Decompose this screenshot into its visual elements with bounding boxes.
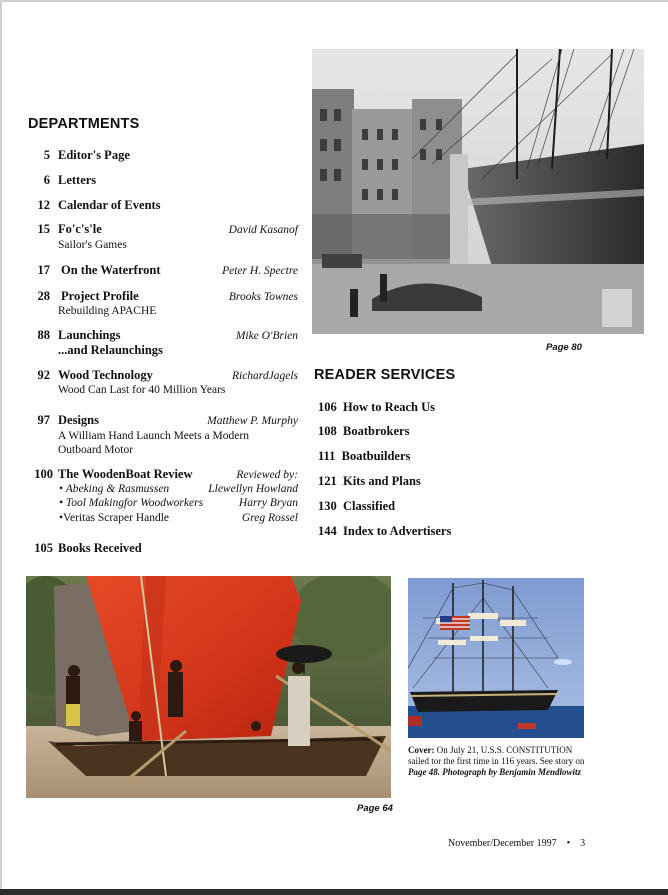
- page-number: 105: [34, 541, 53, 555]
- entry-subtitle-continued: Outboard Motor: [58, 444, 134, 456]
- reader-service-entry: [318, 524, 451, 539]
- reader-service-entry: [318, 499, 395, 514]
- page-footer: [448, 838, 585, 849]
- entry-author: David Kasanof: [228, 224, 298, 236]
- review-title: • Abeking & Rasmussen: [59, 483, 170, 495]
- entry-author: RichardJagels: [231, 370, 298, 382]
- page-number: 121: [318, 474, 337, 488]
- review-item: [59, 483, 298, 497]
- cover-caption: [408, 745, 586, 778]
- entry-subtitle: Sailor's Games: [58, 239, 127, 251]
- page-number: 97: [37, 413, 50, 427]
- entry-title: Wood Technology: [58, 368, 153, 382]
- reader-service-entry: [318, 400, 435, 415]
- dept-entry: [28, 263, 298, 279]
- dept-entry: [28, 541, 298, 557]
- page-number: 88: [37, 328, 50, 342]
- dept-entry: [28, 467, 298, 483]
- folio-page-number: 3: [580, 838, 586, 849]
- review-title: • Tool Makingfor Woodworkers: [59, 497, 204, 509]
- entry-title: Editor's Page: [58, 148, 130, 162]
- reader-services-heading: READER SERVICES: [314, 367, 456, 383]
- entry-title: On the Waterfront: [61, 263, 161, 277]
- page-number: 15: [37, 222, 50, 236]
- entry-title: The WoodenBoat Review: [58, 467, 193, 481]
- entry-title: Launchings: [58, 328, 121, 342]
- dept-entry: [28, 368, 298, 400]
- page-number: 28: [37, 289, 50, 303]
- reader-service-entry: [318, 474, 421, 489]
- entry-subtitle: Wood Can Last for 40 Million Years: [58, 384, 226, 396]
- dept-entry: [28, 148, 298, 164]
- reader-service-entry: [318, 449, 410, 464]
- entry-title: Boatbrokers: [343, 424, 410, 438]
- page-number: 144: [318, 524, 337, 538]
- cover-photo: [408, 578, 584, 738]
- historic-ship-photo: [312, 49, 644, 334]
- page-number: 106: [318, 400, 337, 414]
- bottom-edge-bar: [0, 889, 668, 895]
- dept-entry: [28, 289, 298, 321]
- entry-title: Calendar of Events: [58, 198, 161, 212]
- page-number: 111: [318, 449, 336, 463]
- footer-separator: •: [566, 838, 571, 849]
- red-sail-boat-photo: [26, 576, 391, 798]
- review-title: •Veritas Scraper Handle: [59, 512, 170, 524]
- top-photo-caption: Page 80: [546, 342, 582, 353]
- review-item: [59, 497, 298, 511]
- dept-entry: [28, 328, 298, 360]
- entry-title: Fo'c's'le: [58, 222, 102, 236]
- entry-title: Classified: [343, 499, 396, 513]
- entry-title: Index to Advertisers: [343, 524, 452, 538]
- page-number: 5: [43, 148, 50, 162]
- page-number: 12: [37, 198, 50, 212]
- dept-entry: [28, 413, 298, 459]
- entry-title: How to Reach Us: [343, 400, 436, 414]
- entry-author: Reviewed by:: [236, 469, 298, 481]
- reader-service-entry: [318, 424, 409, 439]
- page-number: 108: [318, 424, 337, 438]
- entry-title: Designs: [58, 413, 99, 427]
- entry-title: Project Profile: [61, 289, 139, 303]
- cover-label: Cover:: [408, 745, 435, 755]
- reviewer-name: Greg Rossel: [241, 512, 298, 524]
- entry-subtitle: Rebuilding APACHE: [58, 305, 157, 317]
- cover-page-reference: Page 48. Photograph by Benjamin Mendlowitz: [408, 767, 582, 777]
- reviewer-name: Llewellyn Howland: [208, 483, 298, 495]
- dept-entry: [28, 222, 298, 254]
- cover-text: On July 21, U.S.S. CONSTITUTION sailed tor the first time in 116 years. See story on: [408, 745, 585, 766]
- entry-subtitle: A William Hand Launch Meets a Modern: [58, 430, 249, 442]
- dept-entry: [28, 173, 298, 189]
- entry-author: Mike O'Brien: [235, 330, 298, 342]
- entry-title: Letters: [58, 173, 97, 187]
- entry-author: Brooks Townes: [228, 291, 298, 303]
- entry-title: Boatbuilders: [341, 449, 411, 463]
- page-number: 92: [37, 368, 50, 382]
- entry-author: Peter H. Spectre: [222, 265, 298, 277]
- page-number: 100: [34, 467, 53, 481]
- issue-date: November/December 1997: [448, 838, 557, 849]
- reviewer-name: Harry Bryan: [238, 497, 298, 509]
- review-item: [59, 512, 298, 526]
- page-number: 6: [43, 173, 50, 187]
- bottom-photo-caption: Page 64: [357, 803, 393, 814]
- entry-author: Matthew P. Murphy: [207, 415, 298, 427]
- departments-heading: DEPARTMENTS: [28, 116, 140, 132]
- dept-entry: [28, 198, 298, 214]
- page-number: 17: [37, 263, 50, 277]
- entry-title: Books Received: [58, 541, 142, 555]
- page-number: 130: [318, 499, 337, 513]
- entry-title: Kits and Plans: [343, 474, 421, 488]
- entry-subtitle: ...and Relaunchings: [58, 343, 163, 357]
